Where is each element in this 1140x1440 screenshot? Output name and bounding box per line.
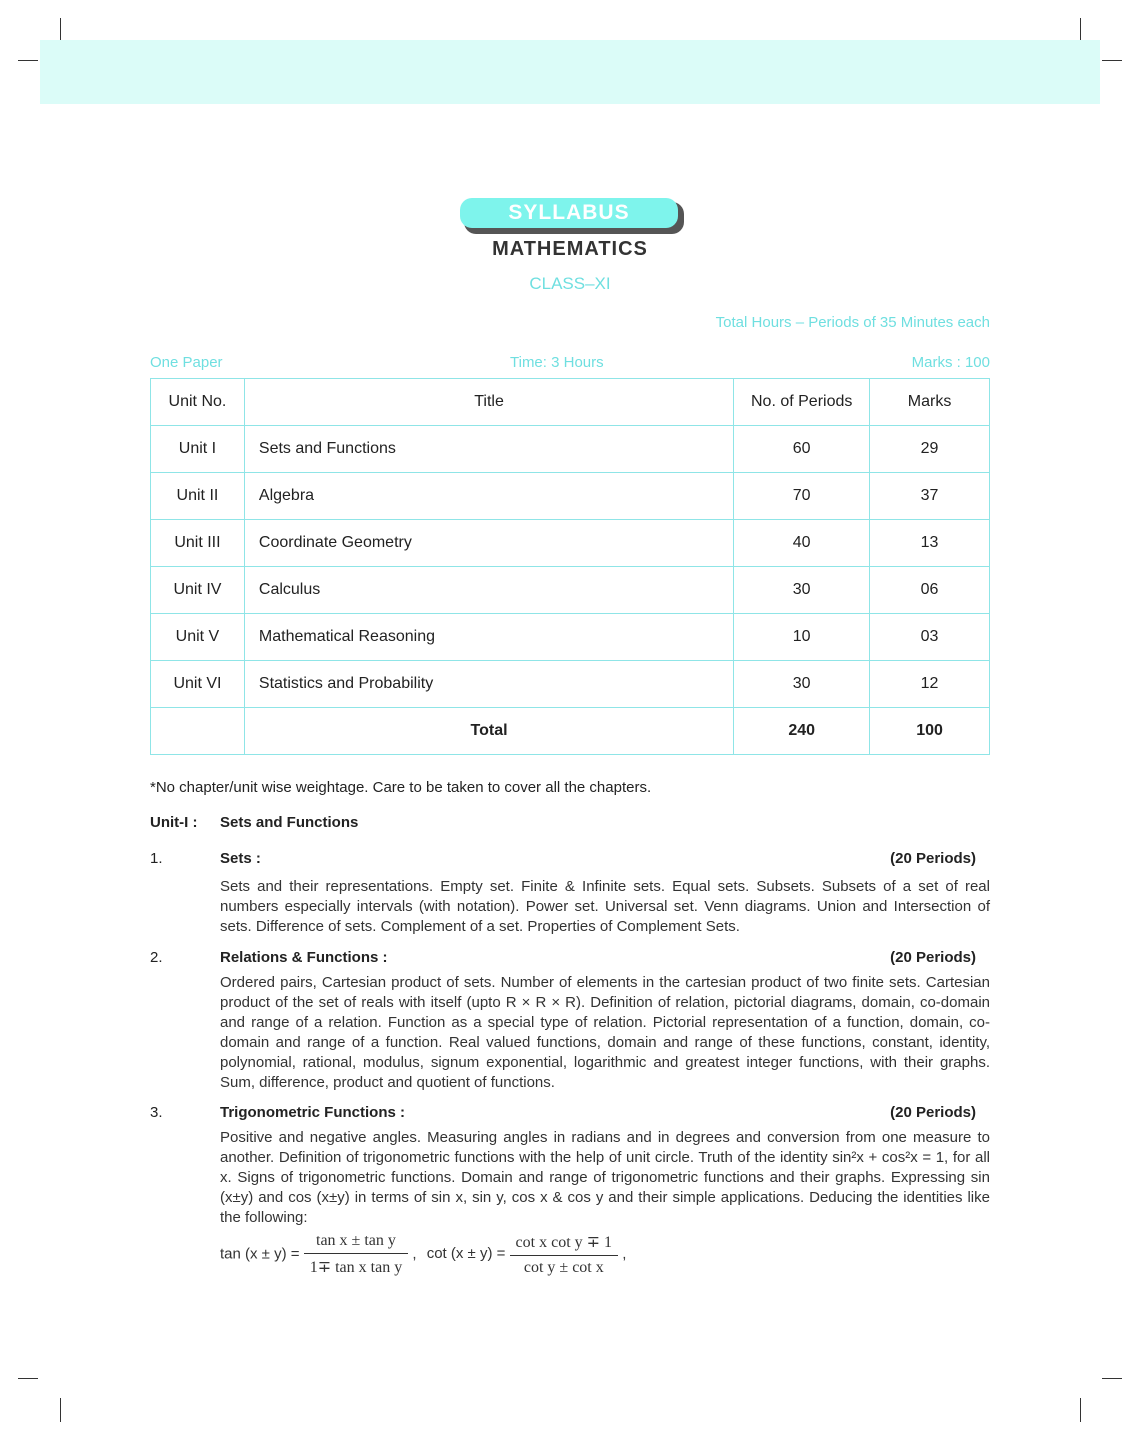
col-title: Title: [244, 379, 733, 426]
title-cell: Mathematical Reasoning: [244, 614, 733, 661]
periods-cell: 30: [734, 567, 870, 614]
subject-title: MATHEMATICS: [492, 238, 648, 260]
topic-description: Ordered pairs, Cartesian product of sets. Number of elements in the cartesian product of two finite sets. Cartesian product of the set of reals with itself (upto R × R × R). Definition of relation, pictorial diagrams, domain, co-domain and range of a relation. Function as a special type of relation. Pictorial representation of a function, domain, co-domain and range of a function. Real valued functions, domain and range of these functions, constant, identity, polynomial, rational, modulus, signum exponential, logarithmic and greatest integer functions, with their graphs. Sum, difference, product and quotient of functions.: [220, 974, 990, 1091]
table-row: [151, 567, 990, 614]
crop-mark: [18, 60, 38, 61]
marks-cell: 12: [870, 661, 990, 708]
topic-periods: (20 Periods): [890, 949, 976, 966]
table-header-row: [151, 379, 990, 426]
title-cell: Statistics and Probability: [244, 661, 733, 708]
table-row: [151, 473, 990, 520]
paper-count: One Paper: [150, 354, 223, 371]
crop-mark: [60, 1398, 61, 1422]
topic-periods: (20 Periods): [890, 850, 976, 867]
trig-formula: [220, 1232, 626, 1277]
topic-title: Sets :: [220, 850, 261, 867]
unit-cell: Unit VI: [151, 661, 245, 708]
total-periods: 240: [734, 708, 870, 755]
syllabus-badge: [460, 198, 684, 234]
periods-cell: 60: [734, 426, 870, 473]
crop-mark: [18, 1378, 38, 1379]
table-row: [151, 614, 990, 661]
col-periods: No. of Periods: [734, 379, 870, 426]
marks-cell: 29: [870, 426, 990, 473]
crop-mark: [1102, 1378, 1122, 1379]
unit-cell: Unit V: [151, 614, 245, 661]
weightage-note: *No chapter/unit wise weightage. Care to be taken to cover all the chapters.: [150, 779, 652, 796]
syllabus-table: [150, 378, 990, 755]
total-marks: 100: [870, 708, 990, 755]
tan-denominator: 1∓ tan x tan y: [309, 1259, 403, 1276]
periods-cell: 10: [734, 614, 870, 661]
title-cell: Algebra: [244, 473, 733, 520]
unit-title: Sets and Functions: [220, 814, 359, 831]
topic-title: Trigonometric Functions :: [220, 1104, 406, 1121]
tan-fraction: [304, 1232, 409, 1277]
marks-cell: 37: [870, 473, 990, 520]
title-cell: Sets and Functions: [244, 426, 733, 473]
total-label: Total: [244, 708, 733, 755]
unit-cell: Unit IV: [151, 567, 245, 614]
table-row: [151, 426, 990, 473]
topic-number: 2.: [150, 949, 163, 966]
topic-description: Positive and negative angles. Measuring angles in radians and in degrees and conversion from one measure to another. Definition of trigonometric functions with the help of unit circle. Truth of the identity sin²x + cos²x = 1, for all x. Signs of trigonometric functions. Domain and range of trigonometric functions and their graphs. Expressing sin (x±y) and cos (x±y) in terms of sin x, sin y, cos x & cos y and their simple applications. Deducing the identities like the following:: [220, 1129, 990, 1226]
unit-heading: [150, 814, 359, 831]
crop-mark: [60, 18, 61, 42]
paper-marks: Marks : 100: [911, 354, 990, 371]
periods-cell: 40: [734, 520, 870, 567]
title-cell: Coordinate Geometry: [244, 520, 733, 567]
col-marks: Marks: [870, 379, 990, 426]
marks-cell: 06: [870, 567, 990, 614]
header-band: [40, 40, 1100, 104]
cot-numerator: cot x cot y ∓ 1: [510, 1232, 619, 1256]
topic-number: 3.: [150, 1104, 163, 1121]
topic-title: Relations & Functions :: [220, 949, 388, 966]
periods-cell: 30: [734, 661, 870, 708]
marks-cell: 03: [870, 614, 990, 661]
crop-mark: [1080, 18, 1081, 42]
badge-label: SYLLABUS: [460, 198, 678, 228]
marks-cell: 13: [870, 520, 990, 567]
periods-cell: 70: [734, 473, 870, 520]
unit-label: Unit-I :: [150, 814, 198, 831]
tan-lhs: tan (x ± y) =: [220, 1245, 300, 1263]
unit-cell: Unit III: [151, 520, 245, 567]
empty-cell: [151, 708, 245, 755]
unit-cell: Unit I: [151, 426, 245, 473]
total-hours: Total Hours – Periods of 35 Minutes each: [715, 314, 990, 331]
topic-description: Sets and their representations. Empty set. Finite & Infinite sets. Equal sets. Subsets. Subsets of a set of real numbers especially intervals (with notation). Power set. Universal set. Venn diagrams. Union and Intersection of sets. Difference of sets. Complement of a set. Properties of Complement Sets.: [220, 878, 990, 935]
paper-time: Time: 3 Hours: [510, 354, 604, 371]
cot-fraction: [510, 1232, 619, 1277]
crop-mark: [1102, 60, 1122, 61]
table-row: [151, 661, 990, 708]
cot-lhs: cot (x ± y) =: [426, 1245, 506, 1263]
topic-number: 1.: [150, 850, 163, 867]
tan-numerator: tan x ± tan y: [304, 1232, 409, 1254]
cot-denominator: cot y ± cot x: [523, 1259, 604, 1276]
class-label: CLASS–XI: [529, 274, 611, 293]
topic-periods: (20 Periods): [890, 1104, 976, 1121]
col-unit-no: Unit No.: [151, 379, 245, 426]
formula-end: ,: [622, 1245, 627, 1263]
crop-mark: [1080, 1398, 1081, 1422]
unit-cell: Unit II: [151, 473, 245, 520]
title-cell: Calculus: [244, 567, 733, 614]
table-row: [151, 520, 990, 567]
table-total-row: [151, 708, 990, 755]
formula-separator: ,: [412, 1245, 417, 1263]
